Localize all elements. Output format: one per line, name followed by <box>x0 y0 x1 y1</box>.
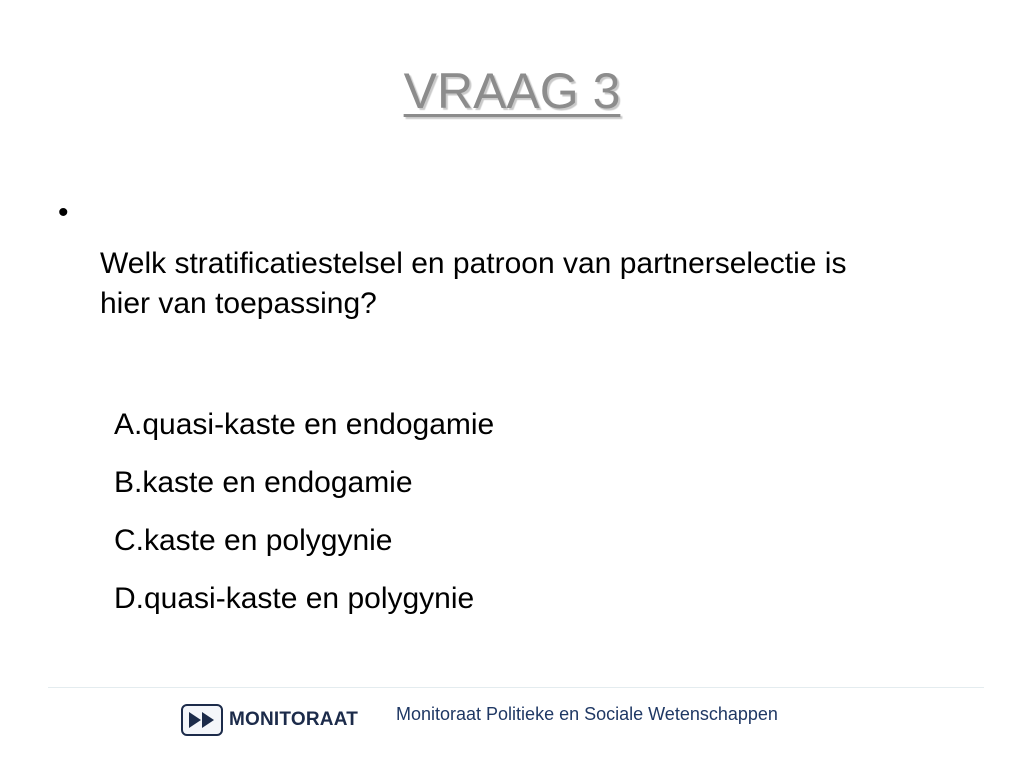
answer-list <box>114 405 494 637</box>
answer-option-b: B.kaste en endogamie <box>114 466 413 499</box>
answer-option-c: C.kaste en polygynie <box>114 524 393 557</box>
logo-wordmark: MONITORAAT <box>229 709 359 730</box>
question-text: Welk stratificatiestelsel en patroon van partnerselectie is hier van toepassing? <box>100 247 847 320</box>
answer-option-a: A.quasi-kaste en endogamie <box>114 408 495 441</box>
footer-divider <box>48 687 984 688</box>
bullet-marker: • <box>58 196 69 229</box>
monitoraat-logo <box>181 702 358 738</box>
slide-title: VRAAG 3 <box>403 63 621 119</box>
answer-option-d: D.quasi-kaste en polygynie <box>114 582 475 615</box>
fast-forward-icon <box>181 704 223 736</box>
footer-caption: Monitoraat Politieke en Sociale Wetenschappen <box>396 704 778 724</box>
